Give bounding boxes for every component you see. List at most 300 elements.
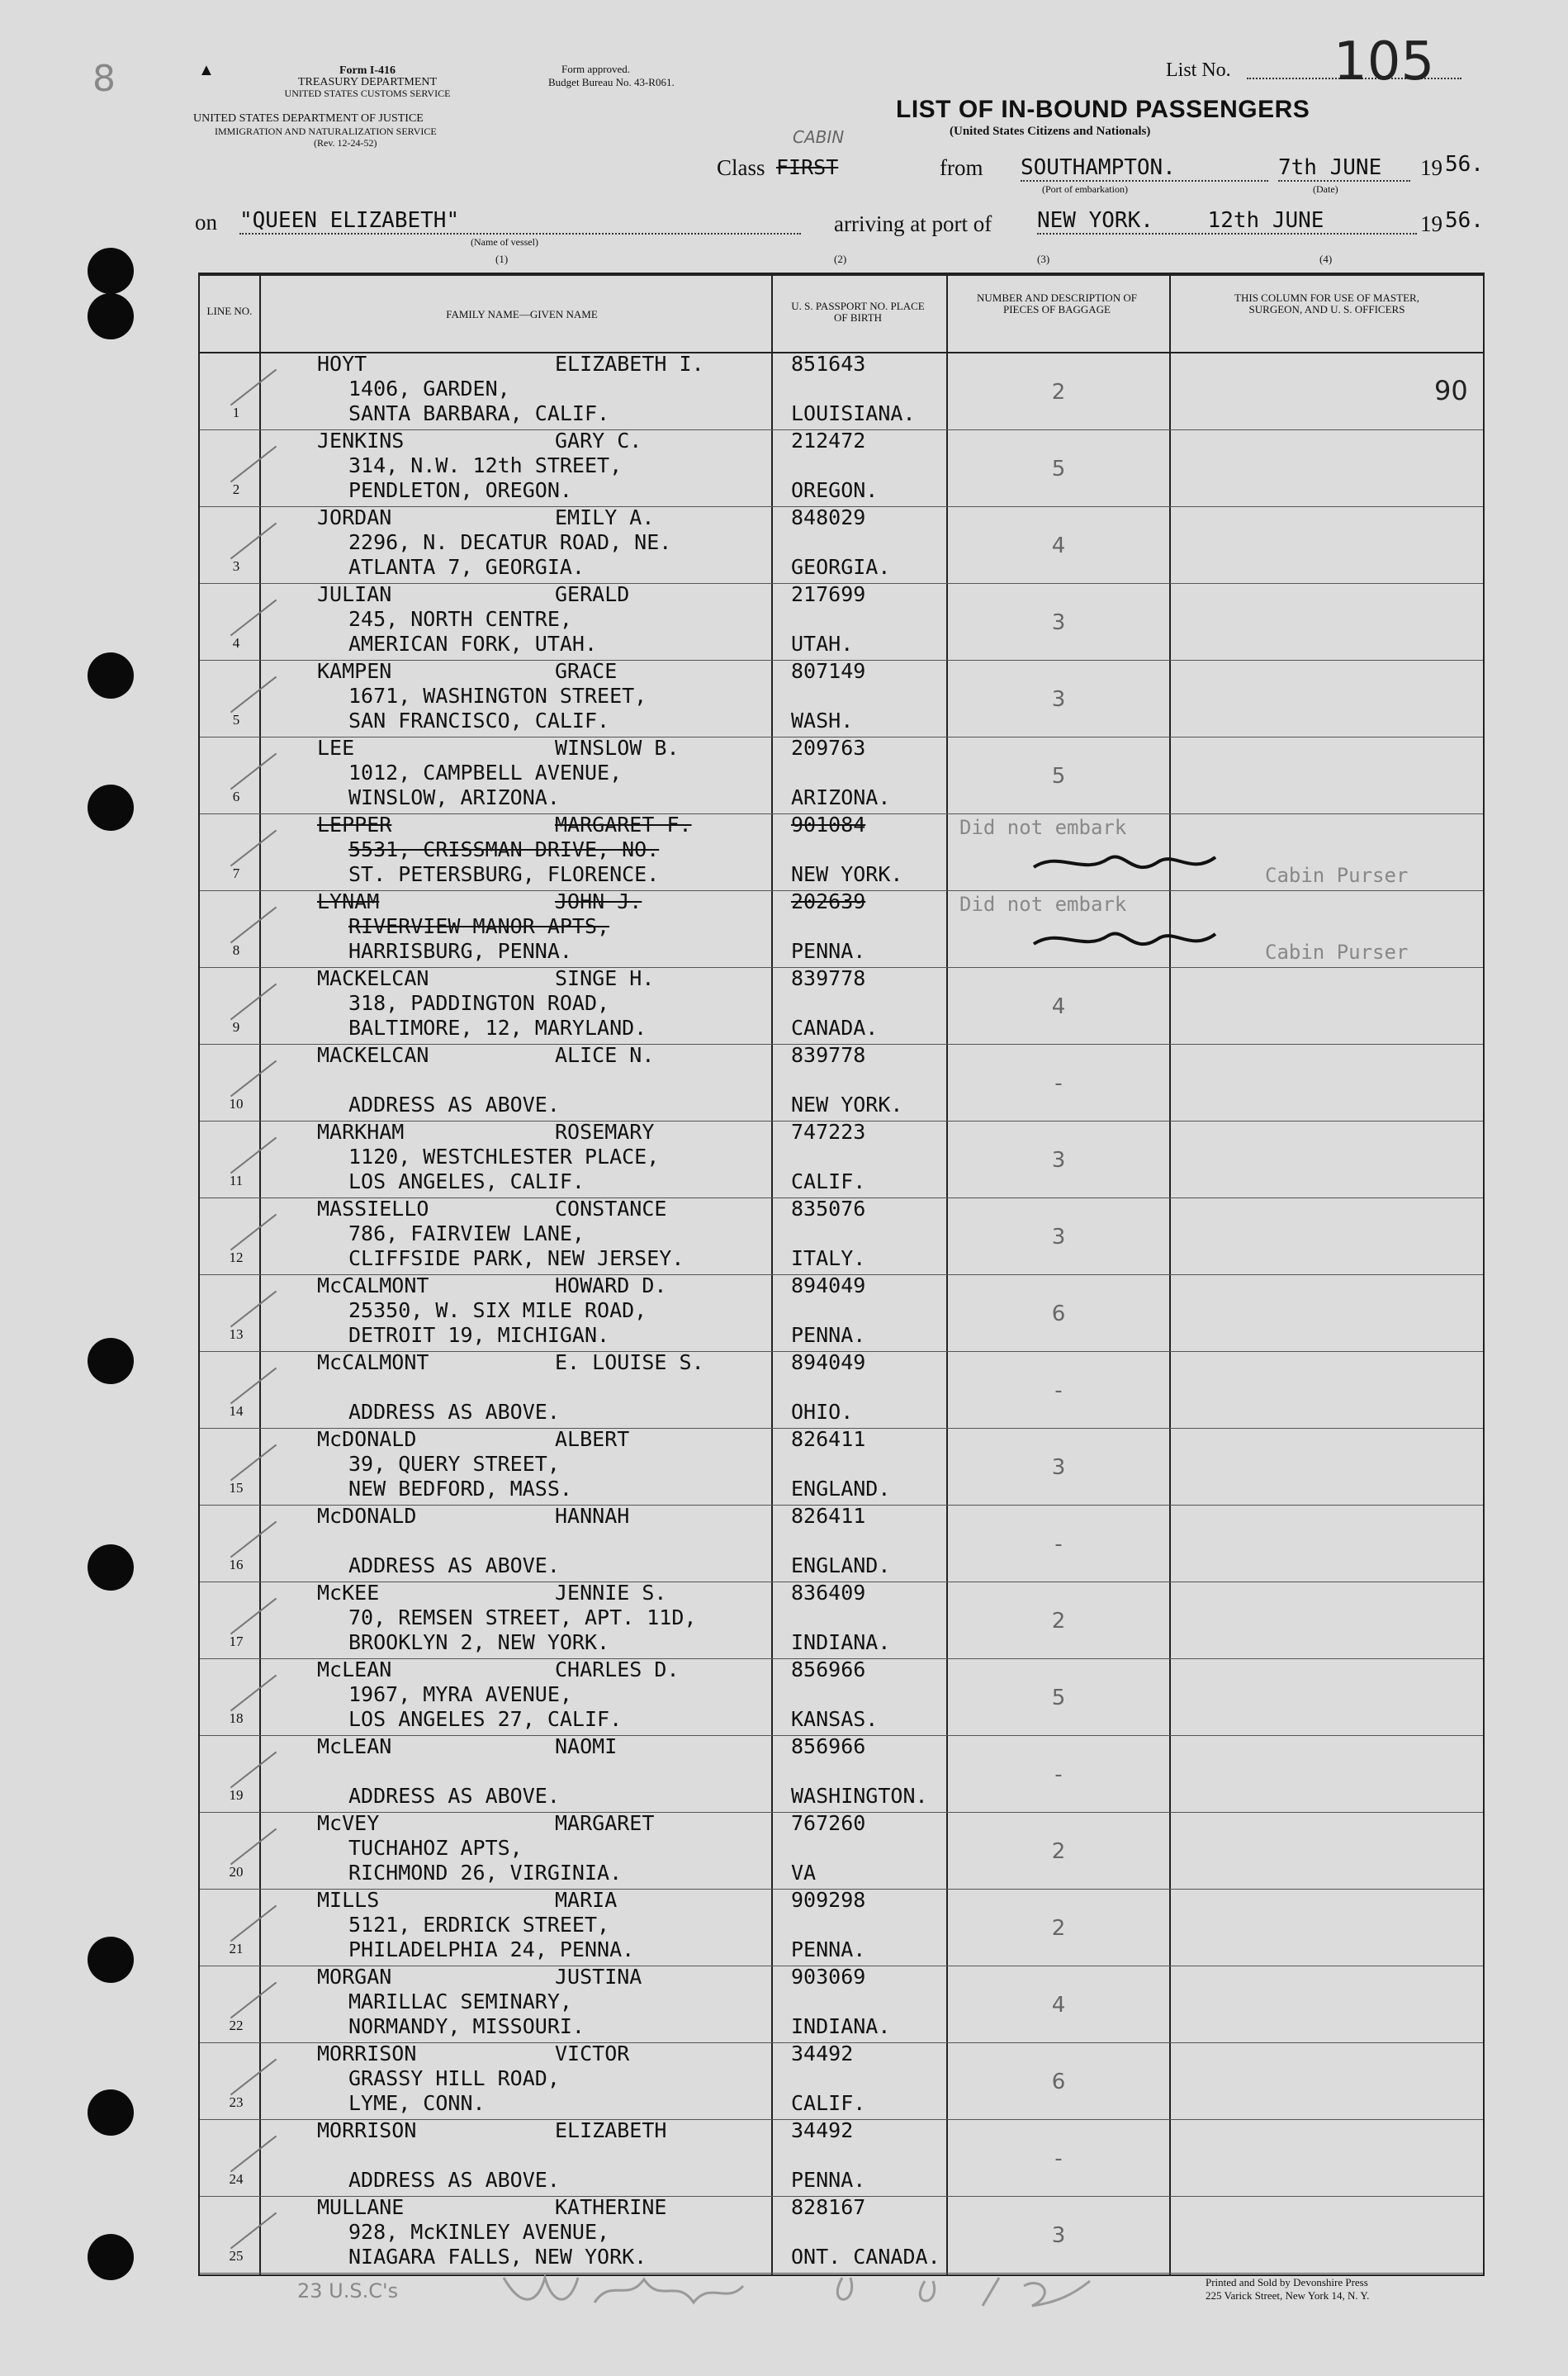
address-line-2: LOS ANGELES, CALIF.: [348, 1169, 585, 1193]
passport-number: 848029: [791, 505, 866, 529]
line-number: 17: [229, 1634, 244, 1649]
given-name: WINSLOW B.: [555, 736, 680, 760]
baggage-count: 3: [1051, 2223, 1066, 2248]
table-row: [200, 430, 1483, 507]
revision: (Rev. 12-24-52): [314, 137, 377, 149]
given-name: HOWARD D.: [555, 1273, 667, 1297]
address-line-2: ADDRESS AS ABOVE.: [348, 2168, 560, 2192]
address-line-2: RICHMOND 26, VIRGINIA.: [348, 1861, 623, 1885]
treasury-dept: TREASURY DEPARTMENT: [297, 76, 438, 88]
address-line-1: 25350, W. SIX MILE ROAD,: [348, 1298, 647, 1322]
table-row: [200, 1198, 1483, 1275]
given-name: E. LOUISE S.: [555, 1350, 704, 1374]
place-of-birth: WASHINGTON.: [791, 1784, 928, 1808]
binder-hole: [88, 2234, 134, 2280]
baggage-count: 2: [1051, 1916, 1066, 1941]
header-passport: U. S. PASSPORT NO. PLACE OF BIRTH: [791, 300, 925, 324]
family-name: MILLS: [317, 1888, 380, 1912]
given-name: MARIA: [555, 1888, 618, 1912]
address-line-2: BROOKLYN 2, NEW YORK.: [348, 1630, 610, 1654]
col-num-1: (1): [495, 253, 509, 265]
line-number: 21: [229, 1941, 244, 1956]
header-officers: THIS COLUMN FOR USE OF MASTER, SURGEON, AND U. S. OFFICERS: [1234, 292, 1419, 315]
place-of-birth: KANSAS.: [791, 1707, 879, 1731]
check-mark: [230, 1214, 277, 1251]
line-number: 1: [232, 405, 240, 420]
table-row: [200, 1890, 1483, 1966]
check-mark: [230, 1060, 277, 1098]
address-line-1: TUCHAHOZ APTS,: [348, 1836, 523, 1860]
baggage-count: 4: [1051, 1993, 1066, 2018]
family-name: MASSIELLO: [317, 1197, 429, 1221]
port-of-arrival: [1037, 208, 1417, 235]
margin-mark: 8: [92, 58, 116, 100]
place-of-birth: ENGLAND.: [791, 1477, 891, 1501]
baggage-count: 3: [1051, 610, 1066, 635]
budget-bureau: Budget Bureau No. 43-R061.: [548, 76, 675, 88]
given-name: JENNIE S.: [555, 1581, 667, 1605]
binder-hole: [88, 785, 134, 831]
address-line-1: GRASSY HILL ROAD,: [348, 2066, 560, 2090]
line-number: 11: [229, 1173, 244, 1188]
table-row: [200, 1582, 1483, 1659]
given-name: ROSEMARY: [555, 1120, 655, 1144]
given-name: KATHERINE: [555, 2195, 667, 2219]
address-line-2: ATLANTA 7, GEORGIA.: [348, 555, 585, 579]
line-number: 16: [229, 1557, 244, 1572]
embark-date: 7th JUNE: [1278, 155, 1410, 182]
baggage-count: 3: [1051, 1148, 1066, 1173]
table-row: [200, 1659, 1483, 1736]
col-num-4: (4): [1319, 253, 1333, 265]
check-mark: [230, 1291, 277, 1328]
family-name: McLEAN: [317, 1734, 392, 1758]
vessel-name: "QUEEN ELIZABETH": [239, 208, 801, 235]
doj: UNITED STATES DEPARTMENT OF JUSTICE: [193, 112, 424, 125]
binder-hole: [88, 1338, 134, 1384]
header-baggage: NUMBER AND DESCRIPTION OF PIECES OF BAGGAGE: [977, 292, 1137, 315]
passport-number: 209763: [791, 736, 866, 760]
line-number: 3: [232, 558, 240, 574]
family-name: LEE: [317, 736, 355, 760]
check-mark: [230, 984, 277, 1021]
table-row: [200, 353, 1483, 430]
class-handwritten: CABIN: [793, 127, 845, 147]
check-mark: [230, 2059, 277, 2096]
col-num-3: (3): [1037, 253, 1050, 265]
check-mark: [230, 1982, 277, 2019]
table-row: [200, 584, 1483, 661]
family-name: JENKINS: [317, 429, 405, 453]
given-name: CONSTANCE: [555, 1197, 667, 1221]
binder-hole: [88, 248, 134, 294]
table-row: [200, 1045, 1483, 1122]
given-name: CHARLES D.: [555, 1658, 680, 1681]
line-number: 6: [232, 789, 240, 804]
baggage-count: 5: [1051, 1686, 1066, 1710]
passport-number: 212472: [791, 429, 866, 453]
given-name: ALBERT: [555, 1427, 630, 1451]
line-number: 24: [229, 2171, 244, 2187]
baggage-count: 2: [1051, 1839, 1066, 1864]
place-of-birth: INDIANA.: [791, 2014, 891, 2038]
table-row: [200, 2120, 1483, 2197]
address-line-1: 1120, WESTCHLESTER PLACE,: [348, 1145, 660, 1169]
baggage-count: -: [1054, 1532, 1063, 1557]
place-of-birth: NEW YORK.: [791, 1093, 903, 1117]
address-line-2: NORMANDY, MISSOURI.: [348, 2014, 585, 2038]
line-number: 18: [229, 1710, 244, 1726]
check-mark: [230, 753, 277, 790]
check-mark: [230, 676, 277, 714]
passenger-count: 23 U.S.C's: [297, 2279, 399, 2302]
passport-number: 839778: [791, 1043, 866, 1067]
address-line-2: LYME, CONN.: [348, 2091, 486, 2115]
family-name: JORDAN: [317, 505, 392, 529]
check-mark: [230, 1368, 277, 1405]
from-label: from: [940, 155, 983, 180]
table-row: [200, 1122, 1483, 1198]
family-name: LYNAM: [317, 889, 380, 913]
check-mark: [230, 1828, 277, 1866]
family-name: MORRISON: [317, 2042, 417, 2065]
treasury-logo-icon: ▲: [198, 61, 215, 79]
passport-number: 839778: [791, 966, 866, 990]
given-name: GERALD: [555, 582, 630, 606]
passport-number: 856966: [791, 1734, 866, 1758]
address-line-1: 318, PADDINGTON ROAD,: [348, 991, 610, 1015]
address-line-2: DETROIT 19, MICHIGAN.: [348, 1323, 610, 1347]
passport-number: 894049: [791, 1273, 866, 1297]
address-line-1: MARILLAC SEMINARY,: [348, 1989, 572, 2013]
purser-signature: [1026, 842, 1224, 884]
baggage-count: 3: [1051, 687, 1066, 712]
passport-number: 202639: [791, 889, 866, 913]
port-embark-caption: (Port of embarkation): [1042, 183, 1128, 195]
passport-number: 909298: [791, 1888, 866, 1912]
address-line-1: 245, NORTH CENTRE,: [348, 607, 572, 631]
address-line-2: ADDRESS AS ABOVE.: [348, 1784, 560, 1808]
passport-number: 851643: [791, 352, 866, 376]
baggage-count: 3: [1051, 1225, 1066, 1250]
passport-number: 217699: [791, 582, 866, 606]
check-mark: [230, 830, 277, 867]
line-number: 5: [232, 712, 240, 728]
check-mark: [230, 1444, 277, 1482]
given-name: HANNAH: [555, 1504, 630, 1528]
place-of-birth: ITALY.: [791, 1246, 866, 1270]
family-name: MARKHAM: [317, 1120, 405, 1144]
line-number: 12: [229, 1250, 244, 1265]
printer-line-2: 225 Varick Street, New York 14, N. Y.: [1206, 2289, 1370, 2302]
passport-number: 901084: [791, 813, 866, 837]
passport-number: 835076: [791, 1197, 866, 1221]
family-name: LEPPER: [317, 813, 392, 837]
check-mark: [230, 1675, 277, 1712]
check-mark: [230, 1598, 277, 1635]
table-row: [200, 661, 1483, 737]
passport-number: 894049: [791, 1350, 866, 1374]
arriving-label: arriving at port of: [834, 211, 992, 236]
family-name: McDONALD: [317, 1504, 417, 1528]
table-row: [200, 1813, 1483, 1890]
place-of-birth: PENNA.: [791, 2168, 866, 2192]
family-name: MACKELCAN: [317, 966, 429, 990]
place-of-birth: ENGLAND.: [791, 1553, 891, 1577]
baggage-count: 4: [1051, 534, 1066, 558]
arrival-port: NEW YORK.: [1037, 208, 1153, 233]
line-number: 10: [229, 1096, 244, 1112]
col-num-2: (2): [834, 253, 847, 265]
address-line-1: 39, QUERY STREET,: [348, 1452, 560, 1476]
baggage-count: 6: [1051, 2070, 1066, 2094]
purser-note: Cabin Purser: [1265, 864, 1409, 887]
table-row: [200, 1736, 1483, 1813]
given-name: EMILY A.: [555, 505, 655, 529]
vessel-caption: (Name of vessel): [471, 236, 538, 248]
binder-hole: [88, 1937, 134, 1983]
table-row: [200, 891, 1483, 968]
address-line-2: LOS ANGELES 27, CALIF.: [348, 1707, 623, 1731]
family-name: HOYT: [317, 352, 367, 376]
line-number: 13: [229, 1326, 244, 1342]
customs-service: UNITED STATES CUSTOMS SERVICE: [284, 88, 451, 99]
passport-number: 836409: [791, 1581, 866, 1605]
header-name: FAMILY NAME—GIVEN NAME: [446, 308, 598, 320]
place-of-birth: ONT. CANADA.: [791, 2245, 940, 2269]
line-number: 23: [229, 2094, 244, 2110]
baggage-count: -: [1054, 2146, 1063, 2171]
place-of-birth: WASH.: [791, 709, 854, 733]
embark-year: 56.: [1445, 152, 1484, 177]
line-number: 22: [229, 2018, 244, 2033]
address-line-2: ADDRESS AS ABOVE.: [348, 1553, 560, 1577]
baggage-count: 3: [1051, 1455, 1066, 1480]
baggage-count: -: [1054, 1378, 1063, 1403]
table-row: [200, 2197, 1483, 2274]
place-of-birth: CANADA.: [791, 1016, 879, 1040]
printer-line-1: Printed and Sold by Devonshire Press: [1206, 2276, 1368, 2288]
passport-number: 747223: [791, 1120, 866, 1144]
not-embarked-note: Did not embark: [959, 816, 1127, 839]
address-line-1: 5531, CRISSMAN DRIVE, NO.: [348, 837, 660, 861]
given-name: NAOMI: [555, 1734, 618, 1758]
passport-number: 826411: [791, 1504, 866, 1528]
address-line-1: 786, FAIRVIEW LANE,: [348, 1221, 585, 1245]
year-prefix-2: 19: [1420, 211, 1442, 236]
form-approved: Form approved.: [561, 63, 631, 75]
address-line-1: 1967, MYRA AVENUE,: [348, 1682, 572, 1706]
page-subtitle: (United States Citizens and Nationals): [950, 125, 1151, 138]
place-of-birth: CALIF.: [791, 1169, 866, 1193]
address-line-1: 1671, WASHINGTON STREET,: [348, 684, 647, 708]
address-line-2: SANTA BARBARA, CALIF.: [348, 401, 610, 425]
date-caption: (Date): [1313, 183, 1338, 195]
ins: IMMIGRATION AND NATURALIZATION SERVICE: [215, 126, 437, 137]
class-label: Class: [717, 155, 765, 180]
given-name: ALICE N.: [555, 1043, 655, 1067]
place-of-birth: VA: [791, 1861, 817, 1885]
year-prefix: 19: [1420, 155, 1442, 180]
place-of-birth: ARIZONA.: [791, 785, 891, 809]
baggage-count: -: [1054, 1071, 1063, 1096]
line-number: 25: [229, 2248, 244, 2264]
address-line-2: CLIFFSIDE PARK, NEW JERSEY.: [348, 1246, 685, 1270]
place-of-birth: PENNA.: [791, 1937, 866, 1961]
line-number: 7: [232, 866, 240, 881]
table-row: [200, 1275, 1483, 1352]
class-struck: FIRST: [776, 155, 839, 179]
check-mark: [230, 2212, 277, 2250]
passport-number: 34492: [791, 2042, 854, 2065]
table-row: [200, 737, 1483, 814]
check-mark: [230, 1521, 277, 1558]
check-mark: [230, 523, 277, 560]
address-line-1: 314, N.W. 12th STREET,: [348, 453, 623, 477]
check-mark: [230, 1905, 277, 1942]
address-line-1: 2296, N. DECATUR ROAD, NE.: [348, 530, 672, 554]
list-number: 105: [1334, 31, 1435, 92]
baggage-count: 5: [1051, 764, 1066, 789]
address-line-2: NIAGARA FALLS, NEW YORK.: [348, 2245, 647, 2269]
given-name: ELIZABETH I.: [555, 352, 704, 376]
passenger-table: [198, 273, 1485, 2276]
place-of-birth: OREGON.: [791, 478, 879, 502]
passport-number: 828167: [791, 2195, 866, 2219]
form-number: Form I-416: [339, 64, 396, 77]
arrival-date: 12th JUNE: [1207, 208, 1324, 233]
line-number: 15: [229, 1480, 244, 1496]
given-name: GRACE: [555, 659, 618, 683]
passport-number: 826411: [791, 1427, 866, 1451]
check-mark: [230, 369, 277, 406]
family-name: McKEE: [317, 1581, 380, 1605]
address-line-2: HARRISBURG, PENNA.: [348, 939, 572, 963]
table-row: [200, 507, 1483, 584]
place-of-birth: PENNA.: [791, 939, 866, 963]
family-name: MACKELCAN: [317, 1043, 429, 1067]
given-name: JUSTINA: [555, 1965, 642, 1989]
baggage-count: 5: [1051, 457, 1066, 481]
page-title: LIST OF IN-BOUND PASSENGERS: [896, 96, 1310, 123]
passport-number: 903069: [791, 1965, 866, 1989]
purser-note: Cabin Purser: [1265, 941, 1409, 964]
family-name: McCALMONT: [317, 1350, 429, 1374]
family-name: MORGAN: [317, 1965, 392, 1989]
address-line-2: ADDRESS AS ABOVE.: [348, 1400, 560, 1424]
address-line-2: NEW BEDFORD, MASS.: [348, 1477, 572, 1501]
given-name: ELIZABETH: [555, 2118, 667, 2142]
list-no-label: List No.: [1166, 59, 1231, 81]
family-name: McVEY: [317, 1811, 380, 1835]
officer-signature: [495, 2269, 1206, 2311]
place-of-birth: UTAH.: [791, 632, 854, 656]
binder-hole: [88, 2089, 134, 2136]
check-mark: [230, 600, 277, 637]
check-mark: [230, 907, 277, 944]
table-row: [200, 1506, 1483, 1582]
line-number: 19: [229, 1787, 244, 1803]
passport-number: 767260: [791, 1811, 866, 1835]
family-name: MULLANE: [317, 2195, 405, 2219]
address-line-1: 928, McKINLEY AVENUE,: [348, 2220, 610, 2244]
on-label: on: [195, 210, 217, 235]
address-line-2: AMERICAN FORK, UTAH.: [348, 632, 598, 656]
line-number: 2: [232, 481, 240, 497]
line-number: 4: [232, 635, 240, 651]
table-row: [200, 1429, 1483, 1506]
place-of-birth: LOUISIANA.: [791, 401, 916, 425]
address-line-2: PENDLETON, OREGON.: [348, 478, 572, 502]
address-line-2: BALTIMORE, 12, MARYLAND.: [348, 1016, 647, 1040]
officer-note: 90: [1434, 375, 1468, 406]
passport-number: 856966: [791, 1658, 866, 1681]
baggage-count: 2: [1051, 380, 1066, 405]
address-line-2: ADDRESS AS ABOVE.: [348, 1093, 560, 1117]
passport-number: 34492: [791, 2118, 854, 2142]
address-line-1: RIVERVIEW MANOR APTS,: [348, 914, 610, 938]
address-line-2: SAN FRANCISCO, CALIF.: [348, 709, 610, 733]
address-line-2: WINSLOW, ARIZONA.: [348, 785, 560, 809]
line-number: 14: [229, 1403, 244, 1419]
address-line-1: 1406, GARDEN,: [348, 377, 510, 401]
baggage-count: 6: [1051, 1302, 1066, 1326]
table-row: [200, 1352, 1483, 1429]
given-name: VICTOR: [555, 2042, 630, 2065]
arrival-year: 56.: [1445, 208, 1484, 233]
purser-signature: [1026, 919, 1224, 960]
address-line-1: 1012, CAMPBELL AVENUE,: [348, 761, 623, 785]
line-number: 20: [229, 1864, 244, 1880]
family-name: McCALMONT: [317, 1273, 429, 1297]
check-mark: [230, 1137, 277, 1174]
table-row: [200, 1966, 1483, 2043]
not-embarked-note: Did not embark: [959, 893, 1127, 916]
check-mark: [230, 446, 277, 483]
place-of-birth: OHIO.: [791, 1400, 854, 1424]
passport-number: 807149: [791, 659, 866, 683]
binder-hole: [88, 1544, 134, 1591]
family-name: McLEAN: [317, 1658, 392, 1681]
check-mark: [230, 1752, 277, 1789]
check-mark: [230, 2136, 277, 2173]
line-number: 9: [232, 1019, 240, 1035]
port-of-embarkation: SOUTHAMPTON.: [1021, 155, 1268, 182]
place-of-birth: PENNA.: [791, 1323, 866, 1347]
family-name: MORRISON: [317, 2118, 417, 2142]
address-line-1: 70, REMSEN STREET, APT. 11D,: [348, 1605, 697, 1629]
line-number: 8: [232, 942, 240, 958]
given-name: MARGARET F.: [555, 813, 692, 837]
given-name: GARY C.: [555, 429, 642, 453]
binder-hole: [88, 293, 134, 339]
baggage-count: 2: [1051, 1609, 1066, 1634]
place-of-birth: CALIF.: [791, 2091, 866, 2115]
address-line-2: PHILADELPHIA 24, PENNA.: [348, 1937, 635, 1961]
given-name: MARGARET: [555, 1811, 655, 1835]
given-name: SINGE H.: [555, 966, 655, 990]
address-line-1: 5121, ERDRICK STREET,: [348, 1913, 610, 1937]
baggage-count: 4: [1051, 994, 1066, 1019]
given-name: JOHN J.: [555, 889, 642, 913]
table-row: [200, 968, 1483, 1045]
baggage-count: -: [1054, 1762, 1063, 1787]
binder-hole: [88, 652, 134, 699]
table-row: [200, 2043, 1483, 2120]
place-of-birth: GEORGIA.: [791, 555, 891, 579]
family-name: McDONALD: [317, 1427, 417, 1451]
family-name: KAMPEN: [317, 659, 392, 683]
